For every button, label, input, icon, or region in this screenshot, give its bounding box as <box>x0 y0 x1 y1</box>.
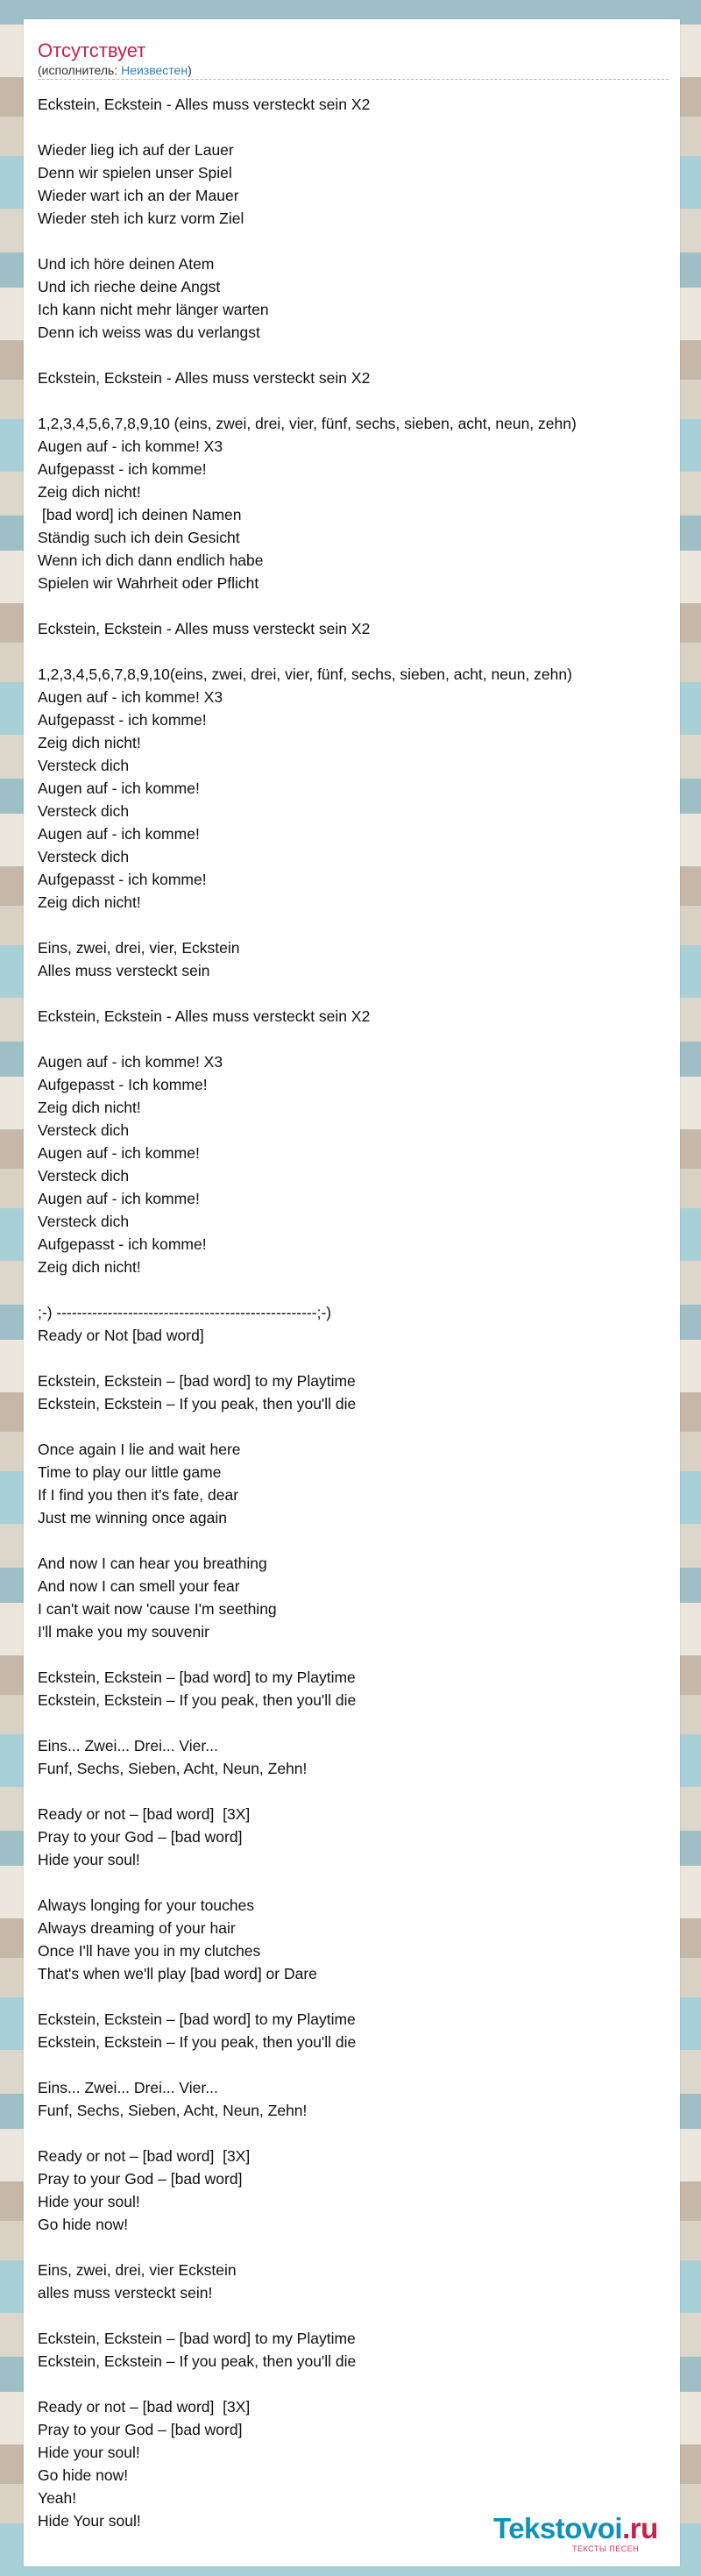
logo-wordmark <box>493 2512 658 2545</box>
song-title: Отсутствует <box>38 39 146 61</box>
artist-prefix: (исполнитель: <box>38 63 122 77</box>
logo-tld: .ru <box>622 2512 658 2544</box>
lyrics-text: Eckstein, Eckstein - Alles muss versteckt sein X2 Wieder lieg ich auf der Lauer Denn wir spielen unser Spiel Wieder wart ich an der Mauer Wieder steh ich kurz vorm Ziel Und ich höre deinen Atem Und ich rieche deine Angst Ich kann nicht mehr länger warten Denn ich weiss was du verlangst Eckstein, Eckstein - Alles muss versteckt sein X2 1,2,3,4,5,6,7,8,9,10 (eins, zwei, drei, vier, fünf, sechs, sieben, acht, neun, zehn) Augen auf - ich komme! X3 Aufgepasst - ich komme! Zeig dich nicht! [bad word] ich deinen Namen Ständig such ich dein Gesicht Wenn ich dich dann endlich habe Spielen wir Wahrheit oder Pflicht Eckstein, Eckstein - Alles muss versteckt sein X2 1,2,3,4,5,6,7,8,9,10(eins, zwei, drei, vier, fünf, sechs, sieben, acht, neun, zehn) Augen auf - ich komme! X3 Aufgepasst - ich komme! Zeig dich nicht! Versteck dich Augen auf - ich komme! Versteck dich Augen auf - ich komme! Versteck dich Aufgepasst - ich komme! Zeig dich nicht! Eins, zwei, drei, vier, Eckstein Alles muss versteckt sein Eckstein, Eckstein - Alles muss versteckt sein X2 Augen auf - ich komme! X3 Aufgepasst - Ich komme! Zeig dich nicht! Versteck dich Augen auf - ich komme! Versteck dich Augen auf - ich komme! Versteck dich Aufgepasst - ich komme! Zeig dich nicht! ;-) ---------------------------------------------------;-) Ready or Not [bad word] Eckstein, Eckstein – [bad word] to my Playtime Eckstein, Eckstein – If you peak, then you'll die Once again I lie and wait here Time to play our little game If I find you then it's fate, dear Just me winning once again And now I can hear you breathing And now I can smell your fear I can't wait now 'cause I'm seething I'll make you my souvenir Eckstein, Eckstein – [bad word] to my Playtime Eckstein, Eckstein – If you peak, then you'll die Eins... Zwei... Drei... Vier... Funf, Sechs, Sieben, Acht, Neun, Zehn! Ready or not – [bad word] [3X] Pray to your God – [bad word] Hide your soul! Always longing for your touches Always dreaming of your hair Once I'll have you in my clutches That's when we'll play [bad word] or Dare Eckstein, Eckstein – [bad word] to my Playtime Eckstein, Eckstein – If you peak, then you'll die Eins... Zwei... Drei... Vier... Funf, Sechs, Sieben, Acht, Neun, Zehn! Ready or not – [bad word] [3X] Pray to your God – [bad word] Hide your soul! Go hide now! Eins, zwei, drei, vier Eckstein alles muss versteckt sein! Eckstein, Eckstein – [bad word] to my Playtime Eckstein, Eckstein – If you peak, then you'll die Ready or not – [bad word] [3X] Pray to your God – [bad word] Hide your soul! Go hide now! Yeah! Hide Your soul! <box>38 96 577 2530</box>
artist-suffix: ) <box>188 63 192 77</box>
header-divider <box>38 79 669 80</box>
logo-name: Tekstovoi <box>493 2512 623 2544</box>
logo-tagline: ТЕКСТЫ ПЕСЕН <box>572 2544 640 2553</box>
artist-line <box>38 63 192 77</box>
lyrics-page <box>24 19 680 2566</box>
site-logo[interactable] <box>493 2512 677 2556</box>
artist-link[interactable]: Неизвестен <box>121 63 188 77</box>
